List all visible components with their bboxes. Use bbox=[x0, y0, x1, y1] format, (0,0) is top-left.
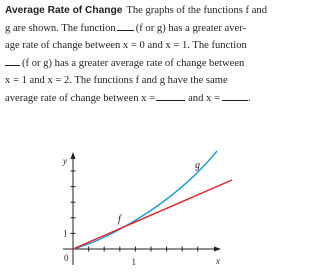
y-axis-arrow-icon bbox=[71, 152, 76, 159]
y-tick-label: 1 bbox=[63, 228, 68, 239]
x-axis-arrow-icon bbox=[214, 247, 221, 252]
problem-text-line4: (f or g) has a greater average rate of change between bbox=[22, 57, 245, 69]
problem-text-line5: x = 1 and x = 2. The functions f and g have the same bbox=[5, 75, 228, 87]
f-line bbox=[73, 180, 232, 249]
g-label: g bbox=[195, 160, 200, 171]
origin-label: 0 bbox=[64, 253, 69, 263]
f-label: f bbox=[118, 214, 121, 225]
x-tick-label: 1 bbox=[131, 257, 136, 267]
x-axis-label: x bbox=[216, 256, 220, 266]
problem-text-line2b: (f or g) has a greater aver- bbox=[135, 22, 247, 34]
problem-text-line3: age rate of change between x = 0 and x = 1. The function bbox=[5, 40, 247, 52]
y-axis-label: y bbox=[63, 156, 67, 166]
problem-text-line1: The graphs of the functions f and bbox=[126, 5, 267, 16]
problem-text-line6c: . bbox=[247, 92, 251, 104]
problem-text-line6a: average rate of change between x = bbox=[5, 92, 156, 104]
problem-heading: Average Rate of Change bbox=[5, 5, 123, 16]
problem-text-line6b: and x = bbox=[188, 92, 220, 104]
problem-text-line2a: g are shown. The function bbox=[5, 22, 116, 34]
